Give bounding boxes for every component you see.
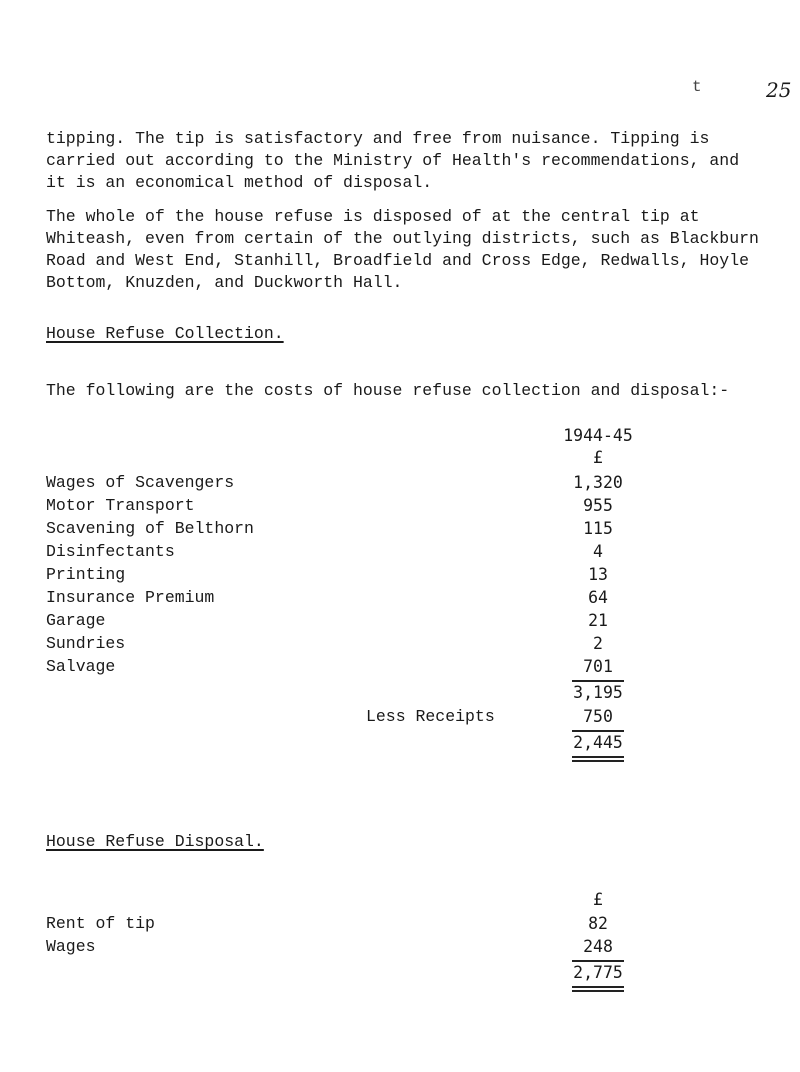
item-label: Rent of tip: [46, 914, 155, 933]
subtotal-value: 3,195: [573, 683, 623, 702]
double-rule-top: [572, 756, 624, 758]
item-value: 4: [593, 542, 603, 561]
total-value: 2,775: [573, 963, 623, 982]
year-header: 1944-45: [563, 426, 633, 445]
item-label: Wages: [46, 937, 96, 956]
currency-header: £: [593, 448, 603, 467]
item-label: Motor Transport: [46, 496, 195, 515]
corner-mark: t: [692, 78, 702, 96]
item-label: Disinfectants: [46, 542, 175, 561]
item-value: 21: [588, 611, 608, 630]
item-label: Salvage: [46, 657, 116, 676]
item-value: 13: [588, 565, 608, 584]
rule-line: [572, 730, 624, 732]
total-value: 2,445: [573, 733, 623, 752]
item-value: 64: [588, 588, 608, 607]
item-value: 248: [583, 937, 613, 956]
item-label: Printing: [46, 565, 126, 584]
item-label: Insurance Premium: [46, 588, 215, 607]
double-rule-bottom: [572, 760, 624, 762]
item-label: Wages of Scavengers: [46, 473, 235, 492]
heading-collection: House Refuse Collection.: [46, 324, 284, 343]
item-value: 1,320: [573, 473, 623, 492]
less-receipts-label: Less Receipts: [366, 707, 495, 726]
less-receipts-value: 750: [583, 707, 613, 726]
paragraph-tipping: tipping. The tip is satisfactory and free from nuisance. Tipping is carried out according to the Ministry of Health's recommendations, and it is an economical method of disposal.: [46, 129, 740, 192]
item-label: Scavening of Belthorn: [46, 519, 254, 538]
currency-header: £: [593, 890, 603, 909]
double-rule-bottom: [572, 990, 624, 992]
rule-line: [572, 680, 624, 682]
item-value: 2: [593, 634, 603, 653]
rule-line: [572, 960, 624, 962]
heading-disposal: House Refuse Disposal.: [46, 832, 264, 851]
item-label: Sundries: [46, 634, 126, 653]
paragraph-costs-intro: The following are the costs of house refuse collection and disposal:-: [46, 381, 730, 400]
double-rule-top: [572, 986, 624, 988]
page-number: 25: [766, 78, 792, 102]
item-label: Garage: [46, 611, 106, 630]
item-value: 115: [583, 519, 613, 538]
item-value: 955: [583, 496, 613, 515]
item-value: 701: [583, 657, 613, 676]
paragraph-whole-refuse: The whole of the house refuse is disposed of at the central tip at Whiteash, even from certain of the outlying districts, such as Blackburn Road and West End, Stanhill, Broadfield and Cross Edge, Redwalls, Hoyle Bottom, Knuzden, and Duckworth Hall.: [46, 207, 759, 292]
item-value: 82: [588, 914, 608, 933]
